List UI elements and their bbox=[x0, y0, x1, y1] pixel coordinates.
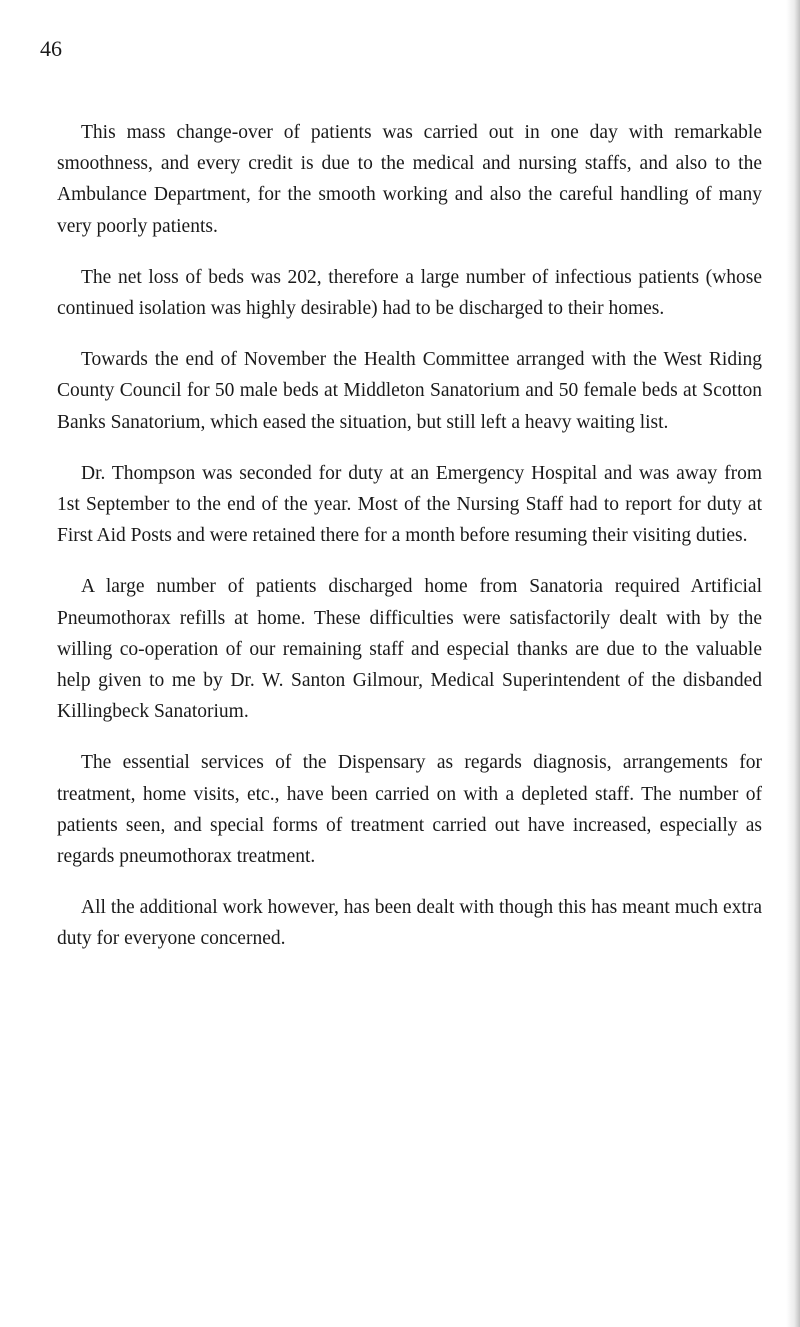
paragraph-additional-work: All the additional work however, has been dealt with though this has meant much extra duty for everyone concerned. bbox=[57, 897, 762, 950]
page-number: 46 bbox=[40, 36, 62, 61]
paragraph-ward-changeover: This mass change-over of patients was carried out in one day with remarkable smoothness, and every credit is due to the medical and nursing staffs, and also to the Ambulance Department, for the smooth working and also the careful handling of many very poorly patients. bbox=[57, 122, 762, 237]
paragraph-west-riding-beds: Towards the end of November the Health Committee arranged with the West Riding County Council for 50 male beds at Middleton Sanatorium and 50 female beds at Scotton Banks Sanatorium, which eased the situation, but still left a heavy waiting list. bbox=[57, 349, 762, 433]
page-edge-shadow bbox=[786, 0, 800, 1327]
paragraph-staff-seconded: Dr. Thompson was seconded for duty at an Emergency Hospital and was away from 1st September to the end of the year. Most of the Nursing Staff had to report for duty at First Aid Posts and were retained there for a month before resuming their visiting duties. bbox=[57, 462, 762, 547]
paragraph-dispensary-services: The essential services of the Dispensary as regards diagnosis, arrangements for treatment, home visits, etc., have been carried on with a depleted staff. The number of patients seen, and special forms of treatment carried out have increased, especially as regards pneumothorax treatment. bbox=[57, 752, 762, 868]
paragraph-net-bed-loss: The net loss of beds was 202, therefore a large number of infectious patients (whose continued isolation was highly desirable) had to be discharged to their homes. bbox=[57, 266, 762, 320]
document-body bbox=[57, 117, 762, 975]
paragraph-pneumothorax-refills: A large number of patients discharged home from Sanatoria required Artificial Pneumothorax refills at home. These difficulties were satisfactorily dealt with by the willing co-operation of our remaining staff and especial thanks are due to the valuable help given to me by Dr. W. Santon Gilmour, Medical Superintendent of the disbanded Killingbeck Sanatorium. bbox=[57, 576, 762, 723]
